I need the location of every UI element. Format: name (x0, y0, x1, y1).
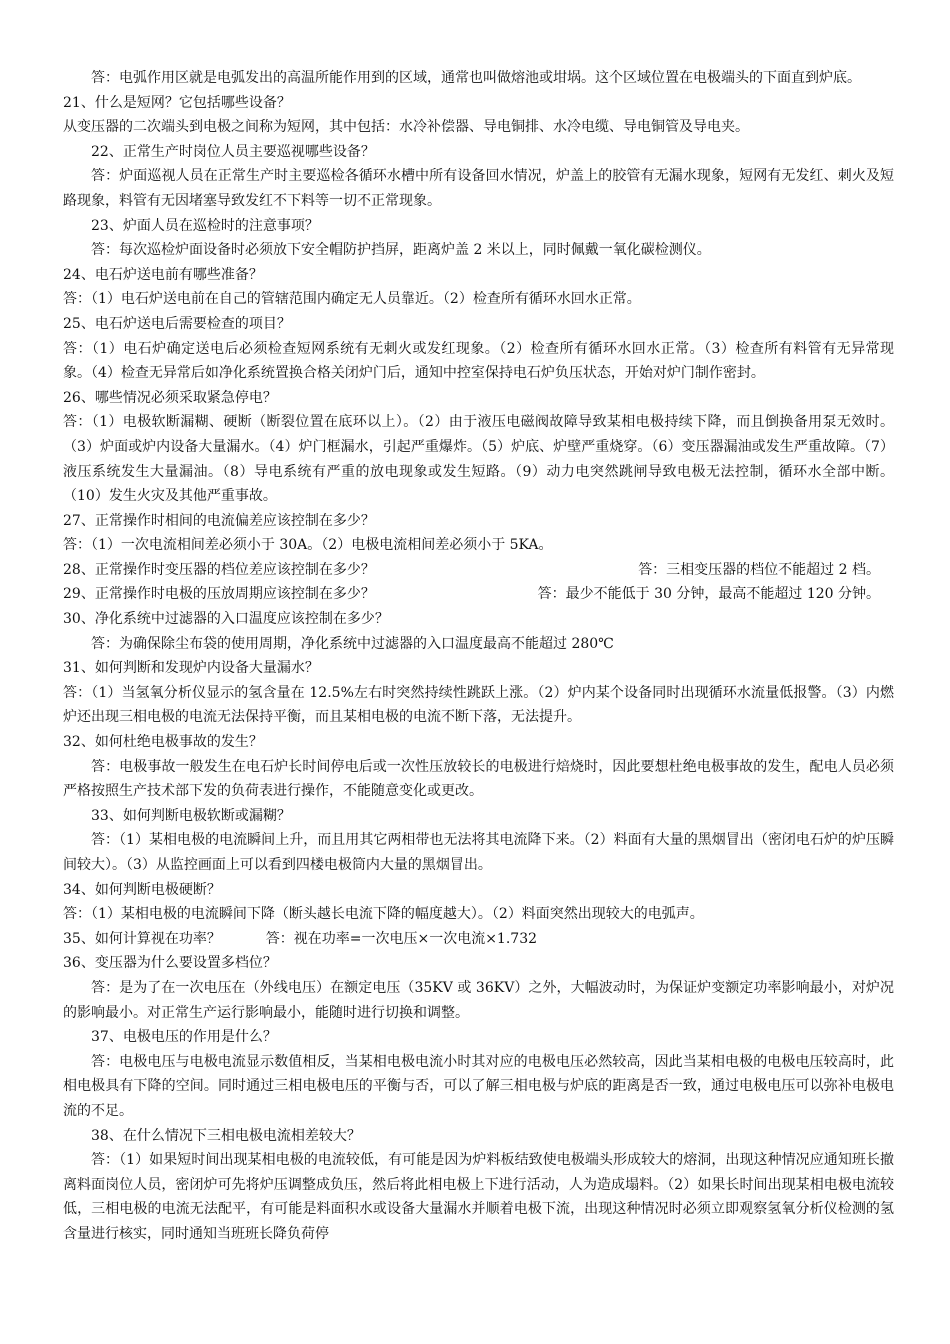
question-23: 23、炉面人员在巡检时的注意事项？ (91, 217, 319, 234)
question-30: 30、净化系统中过滤器的入口温度应该控制在多少？ (63, 611, 389, 628)
answer-21: 从变压器的二次端头到电极之间称为短网，其中包括：水冷补偿器、导电铜排、水冷电缆、导电铜管及导电夹。 (63, 119, 749, 136)
answer-28: 答：三相变压器的档位不能超过 2 档。 (638, 561, 880, 578)
answer-32: 答：电极事故一般发生在电石炉长时间停电后或一次性压放较长的电极进行焙烧时，因此要想杜绝电极事故的发生，配电人员必须严格按照生产技术部下发的负荷表进行操作，不能随意变化或更改。 (63, 758, 894, 800)
answer-20: 答：电弧作用区就是电弧发出的高温所能作用到的区域，通常也叫做熔池或坩埚。这个区域位置在电极端头的下面直到炉底。 (91, 70, 861, 86)
question-33: 33、如何判断电极软断或漏糊？ (91, 807, 291, 824)
question-31: 31、如何判断和发现炉内设备大量漏水？ (63, 660, 319, 677)
qa-28 (63, 558, 894, 583)
answer-25: 答：（1）电石炉确定送电后必须检查短网系统有无刺火或发红现象。（2）检查所有循环水回水正常。（3）检查所有料管有无异常现象。（4）检查无异常后如净化系统置换合格关闭炉门后，通知中控室保持电石炉负压状态，开始对炉门制作密封。 (63, 340, 894, 382)
answer-23: 答：每次巡检炉面设备时必须放下安全帽防护挡屏，距离炉盖 2 米以上，同时佩戴一氧化碳检测仪。 (91, 242, 711, 259)
answer-36: 答：是为了在一次电压在（外线电压）在额定电压（35KV 或 36KV）之外，大幅波动时，为保证炉变额定功率影响最小，对炉况的影响最小。对正常生产运行影响最小，能随时进行切换和调整。 (63, 979, 894, 1021)
answer-34: 答：（1）某相电极的电流瞬间下降（断头越长电流下降的幅度越大）。（2）料面突然出现较大的电弧声。 (63, 906, 704, 923)
question-32: 32、如何杜绝电极事故的发生？ (63, 734, 263, 751)
question-26: 26、哪些情况必须采取紧急停电？ (63, 389, 277, 406)
answer-30: 答：为确保除尘布袋的使用周期，净化系统中过滤器的入口温度最高不能超过 280℃ (91, 635, 614, 652)
question-35: 35、如何计算视在功率？ (63, 930, 221, 947)
qa-29 (63, 582, 894, 607)
question-28: 28、正常操作时变压器的档位差应该控制在多少？ (63, 561, 375, 578)
question-34: 34、如何判断电极硬断？ (63, 881, 221, 898)
answer-35: 答：视在功率=一次电压×一次电流×1.732 (265, 930, 538, 947)
answer-33: 答：（1）某相电极的电流瞬间上升，而且用其它两相带也无法将其电流降下来。（2）料面有大量的黑烟冒出（密闭电石炉的炉压瞬间较大）。（3）从监控画面上可以看到四楼电极筒内大量的黑烟冒出。 (63, 832, 894, 873)
answer-31: 答：（1）当氢氧分析仪显示的氢含量在 12.5%左右时突然持续性跳跃上涨。（2）炉内某个设备同时出现循环水流量低报警。（3）内燃炉还出现三相电极的电流无法保持平衡，而且某相电极的电流不断下落，无法提升。 (63, 684, 894, 726)
answer-24: 答：（1）电石炉送电前在自己的管辖范围内确定无人员靠近。（2）检查所有循环水回水正常。 (63, 291, 641, 308)
answer-29: 答：最少不能低于 30 分钟，最高不能超过 120 分钟。 (537, 586, 880, 603)
question-38: 38、在什么情况下三相电极电流相差较大？ (91, 1127, 361, 1144)
qa-35 (63, 927, 894, 952)
question-36: 36、变压器为什么要设置多档位？ (63, 955, 277, 972)
answer-22: 答：炉面巡视人员在正常生产时主要巡检各循环水槽中所有设备回水情况，炉盖上的胶管有无漏水现象，短网有无发红、刺火及短路现象，料管有无因堵塞导致发红不下料等一切不正常现象。 (63, 168, 894, 209)
question-37: 37、电极电压的作用是什么？ (91, 1029, 277, 1046)
answer-37: 答：电极电压与电极电流显示数值相反，当某相电极电流小时其对应的电极电压必然较高，因此当某相电极的电极电压较高时，此相电极具有下降的空间。同时通过三相电极电压的平衡与否，可以了解三相电极与炉底的距离是否一致，通过电极电压可以弥补电极电流的不足。 (63, 1053, 894, 1119)
answer-38: 答：（1）如果短时间出现某相电极的电流较低，有可能是因为炉料板结致使电极端头形成较大的熔洞，出现这种情况应通知班长撤离料面岗位人员，密闭炉可先将炉压调整成负压，然后将此相电极上下进行活动，人为造成塌料。（2）如果长时间出现某相电极电流较低，三相电极的电流无法配平，有可能是料面积水或设备大量漏水并顺着电极下流，出现这种情况时必须立即观察氢氧分析仪检测的氢含量进行核实，同时通知当班班长降负荷停 (63, 1152, 894, 1242)
question-29: 29、正常操作时电极的压放周期应该控制在多少？ (63, 586, 375, 603)
question-22: 22、正常生产时岗位人员主要巡视哪些设备？ (91, 143, 375, 160)
answer-26: 答：（1）电极软断漏糊、硬断（断裂位置在底环以上）。（2）由于液压电磁阀故障导致某相电极持续下降，而且倒换备用泵无效时。（3）炉面或炉内设备大量漏水。（4）炉门框漏水，引起严重爆炸。（5）炉底、炉壁严重烧穿。（6）变压器漏油或发生严重故障。（7）液压系统发生大量漏油。（8）导电系统有严重的放电现象或发生短路。（9）动力电突然跳闸导致电极无法控制，循环水全部中断。（10）发生火灾及其他严重事故。 (63, 414, 894, 505)
question-27: 27、正常操作时相间的电流偏差应该控制在多少？ (63, 512, 375, 529)
question-25: 25、电石炉送电后需要检查的项目？ (63, 315, 291, 332)
question-21: 21、什么是短网？它包括哪些设备？ (63, 94, 291, 111)
answer-27: 答：（1）一次电流相间差必须小于 30A。（2）电极电流相间差必须小于 5KA。 (63, 537, 553, 554)
question-24: 24、电石炉送电前有哪些准备？ (63, 266, 263, 283)
